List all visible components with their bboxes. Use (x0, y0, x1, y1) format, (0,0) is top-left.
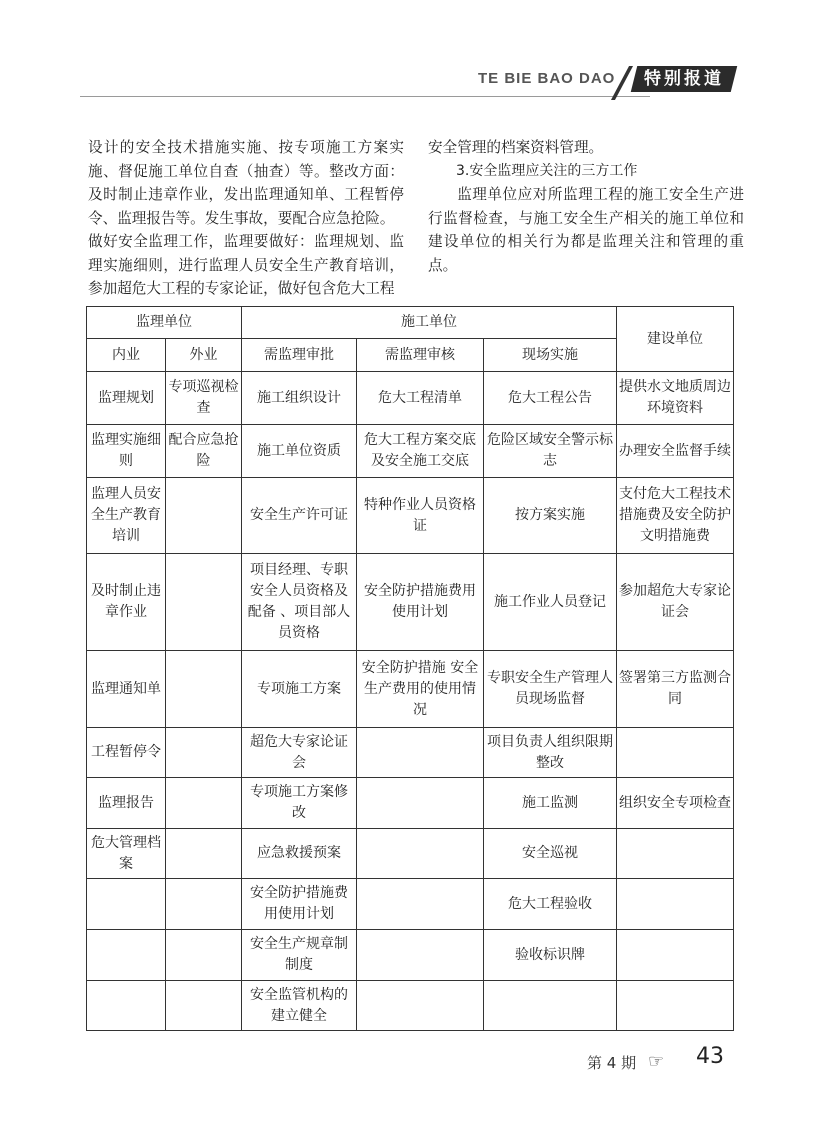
table-row (87, 372, 734, 425)
section-badge-label: 特别报道 (644, 69, 724, 89)
table-cell-owner: 组织安全专项检查 (617, 778, 734, 829)
table-cell-field (166, 879, 242, 930)
table-cell-field (166, 728, 242, 778)
table-cell-field (166, 478, 242, 554)
page-number: 43 (696, 1044, 724, 1069)
table-cell-owner (617, 728, 734, 778)
table-cell-field (166, 651, 242, 728)
subheader-approval: 需监理审批 (242, 339, 357, 372)
table-cell-onsite: 验收标识牌 (484, 930, 617, 981)
right-paragraph-1: 安全管理的档案资料管理。 (428, 139, 604, 156)
subheader-onsite: 现场实施 (484, 339, 617, 372)
table-row (87, 930, 734, 981)
pointing-hand-icon: ☞ (648, 1051, 665, 1072)
table-cell-approval: 应急救援预案 (242, 829, 357, 879)
table-cell-field (166, 778, 242, 829)
table-cell-internal (87, 930, 166, 981)
table-cell-review: 危大工程清单 (357, 372, 484, 425)
right-text-column (428, 136, 744, 277)
table-cell-approval: 专项施工方案修改 (242, 778, 357, 829)
table-cell-approval: 安全防护措施费用使用计划 (242, 879, 357, 930)
table-cell-review (357, 981, 484, 1031)
table-row (87, 778, 734, 829)
table-cell-review (357, 879, 484, 930)
table-cell-owner (617, 879, 734, 930)
group-header-owner: 建设单位 (617, 307, 734, 372)
header-rule (80, 96, 650, 97)
section-title-english: TE BIE BAO DAO (478, 70, 616, 87)
table-cell-onsite: 安全巡视 (484, 829, 617, 879)
table-header-row (87, 307, 734, 339)
table-cell-approval: 施工单位资质 (242, 425, 357, 478)
table-row (87, 651, 734, 728)
table-cell-review: 安全防护措施费用使用计划 (357, 554, 484, 651)
right-paragraph-2: 监理单位应对所监理工程的施工安全生产进行监督检查，与施工安全生产相关的施工单位和建设单位的相关行为都是监理关注和管理的重点。 (428, 186, 744, 274)
table-cell-onsite: 危险区域安全警示标志 (484, 425, 617, 478)
table-row (87, 554, 734, 651)
table-cell-review: 安全防护措施 安全生产费用的使用情况 (357, 651, 484, 728)
table-cell-approval: 超危大专家论证会 (242, 728, 357, 778)
table-cell-owner (617, 930, 734, 981)
table-cell-internal: 监理实施细则 (87, 425, 166, 478)
left-text-column (88, 136, 404, 301)
table-cell-onsite: 专职安全生产管理人员现场监督 (484, 651, 617, 728)
table-cell-review (357, 829, 484, 879)
group-header-construction: 施工单位 (242, 307, 617, 339)
responsibility-table (86, 306, 734, 1031)
table-cell-onsite: 项目负责人组织限期整改 (484, 728, 617, 778)
table-cell-onsite (484, 981, 617, 1031)
table-cell-internal: 工程暂停令 (87, 728, 166, 778)
subheader-review: 需监理审核 (357, 339, 484, 372)
table-cell-owner: 签署第三方监测合同 (617, 651, 734, 728)
table-cell-field (166, 554, 242, 651)
table-cell-field: 配合应急抢险 (166, 425, 242, 478)
table-cell-field (166, 829, 242, 879)
subheader-internal: 内业 (87, 339, 166, 372)
table-row (87, 981, 734, 1031)
table-cell-internal: 及时制止违章作业 (87, 554, 166, 651)
table-cell-approval: 安全生产许可证 (242, 478, 357, 554)
section-heading: 3.安全监理应关注的三方工作 (456, 162, 638, 179)
table-cell-review (357, 728, 484, 778)
table-cell-approval: 安全监管机构的建立健全 (242, 981, 357, 1031)
table-cell-owner: 提供水文地质周边环境资料 (617, 372, 734, 425)
table-cell-owner (617, 829, 734, 879)
table-row (87, 425, 734, 478)
table-cell-onsite: 按方案实施 (484, 478, 617, 554)
table-cell-review (357, 778, 484, 829)
table-cell-internal: 监理报告 (87, 778, 166, 829)
table-cell-field: 专项巡视检查 (166, 372, 242, 425)
table-cell-review (357, 930, 484, 981)
table-row (87, 728, 734, 778)
table-row (87, 478, 734, 554)
table-cell-owner (617, 981, 734, 1031)
table-cell-owner: 支付危大工程技术措施费及安全防护文明措施费 (617, 478, 734, 554)
table-cell-internal: 监理通知单 (87, 651, 166, 728)
table-cell-internal (87, 879, 166, 930)
left-paragraph-1: 设计的安全技术措施实施、按专项施工方案实施、督促施工单位自查（抽查）等。整改方面：及时制止违章作业，发出监理通知单、工程暂停令、监理报告等。发生事故，要配合应急抢险。 (88, 139, 404, 227)
table-row (87, 879, 734, 930)
table-cell-onsite: 危大工程验收 (484, 879, 617, 930)
issue-number: 第 4 期 (587, 1054, 637, 1072)
table-cell-approval: 施工组织设计 (242, 372, 357, 425)
table-cell-field (166, 930, 242, 981)
table-cell-internal: 监理人员安全生产教育培训 (87, 478, 166, 554)
table-cell-onsite: 施工监测 (484, 778, 617, 829)
table-cell-onsite: 施工作业人员登记 (484, 554, 617, 651)
table-cell-review: 危大工程方案交底及安全施工交底 (357, 425, 484, 478)
table-cell-review: 特种作业人员资格证 (357, 478, 484, 554)
table-cell-approval: 项目经理、专职安全人员资格及配备 、项目部人员资格 (242, 554, 357, 651)
table-cell-internal (87, 981, 166, 1031)
table-cell-owner: 参加超危大专家论证会 (617, 554, 734, 651)
table-cell-owner: 办理安全监督手续 (617, 425, 734, 478)
table-cell-internal: 监理规划 (87, 372, 166, 425)
left-paragraph-2: 做好安全监理工作，监理要做好：监理规划、监理实施细则，进行监理人员安全生产教育培训，参加超危大工程的专家论证，做好包含危大工程 (88, 233, 404, 297)
table-cell-onsite: 危大工程公告 (484, 372, 617, 425)
section-badge (631, 66, 737, 92)
table-cell-approval: 专项施工方案 (242, 651, 357, 728)
table-cell-field (166, 981, 242, 1031)
group-header-supervision: 监理单位 (87, 307, 242, 339)
table-cell-approval: 安全生产规章制制度 (242, 930, 357, 981)
table-cell-internal: 危大管理档案 (87, 829, 166, 879)
subheader-field: 外业 (166, 339, 242, 372)
table-row (87, 829, 734, 879)
